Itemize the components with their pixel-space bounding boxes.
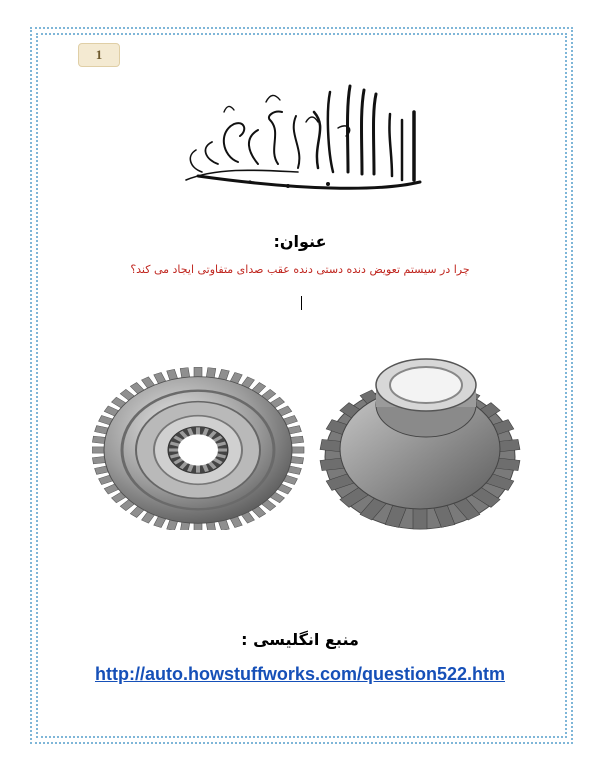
question-text: چرا در سیستم تعویض دنده دستی دنده عقب صدای متفاوتی ایجاد می کند؟ (130, 263, 470, 276)
calligraphy-basmala-icon (178, 72, 428, 192)
page-number-badge: 1 (78, 43, 120, 67)
source-link[interactable]: http://auto.howstuffworks.com/question522.htm (94, 664, 505, 684)
text-cursor (301, 296, 302, 310)
title-label: عنوان: (273, 232, 327, 251)
helical-gear-icon (320, 359, 520, 529)
spur-gear-icon (92, 367, 304, 530)
gears-image (92, 355, 522, 530)
source-label: منبع انگلیسی : (241, 630, 359, 649)
